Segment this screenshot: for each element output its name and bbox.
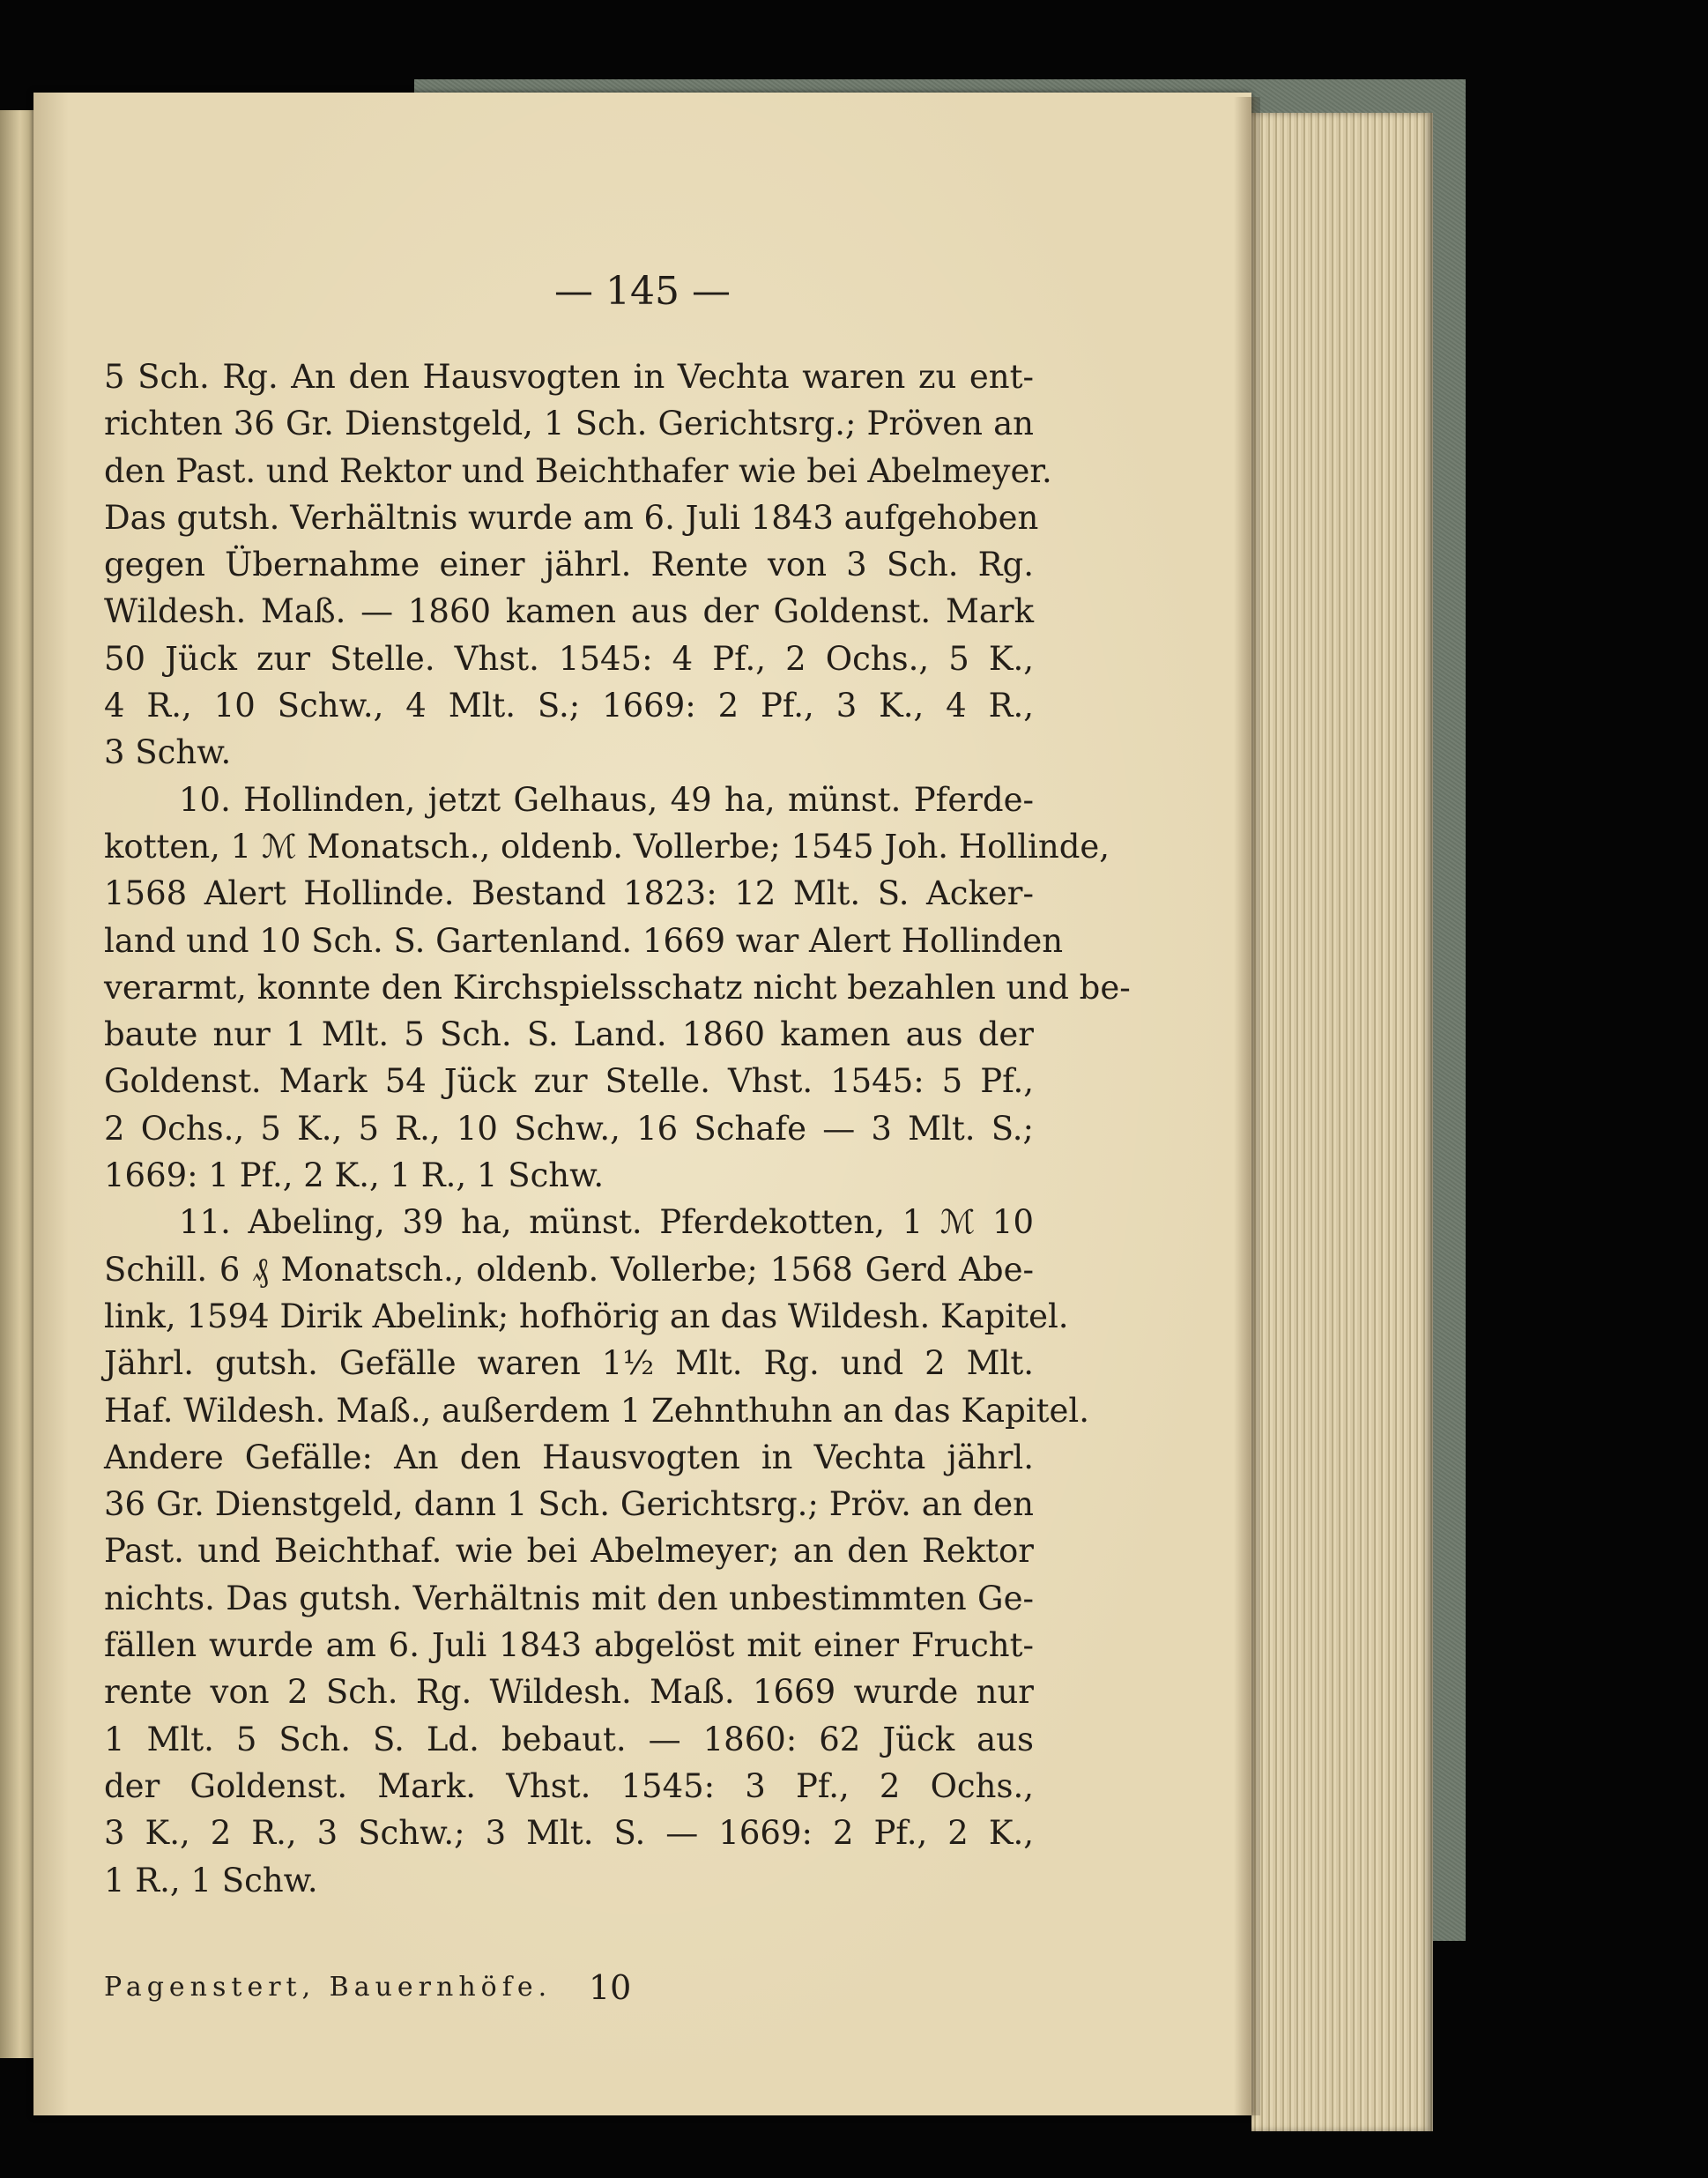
text-line: Goldenst. Mark 54 Jück zur Stelle. Vhst. 1545: 5 Pf.,: [104, 1062, 1034, 1101]
text-line: kotten, 1 ℳ Monatsch., oldenb. Vollerbe; 1545 Joh. Hollinde,: [104, 827, 1110, 866]
text-line: 1 Mlt. 5 Sch. S. Ld. bebaut. — 1860: 62 Jück aus: [104, 1720, 1034, 1758]
text-line: Andere Gefälle: An den Hausvogten in Vechta jährl.: [104, 1438, 1034, 1476]
text-line: nichts. Das gutsh. Verhältnis mit den unbestimmten Ge-: [104, 1579, 1034, 1617]
text-line: 1 R., 1 Schw.: [104, 1861, 318, 1899]
page-number: — 145 —: [554, 269, 731, 314]
text-line: 5 Sch. Rg. An den Hausvogten in Vechta waren zu ent-: [104, 358, 1034, 396]
text-line: Schill. 6 ₰ Monatsch., oldenb. Vollerbe; 1568 Gerd Abe-: [104, 1250, 1034, 1289]
text-line: den Past. und Rektor und Beichthafer wie bei Abelmeyer.: [104, 451, 1052, 490]
signature-mark: 10: [589, 1968, 632, 2007]
text-line: land und 10 Sch. S. Gartenland. 1669 war Alert Hollinden: [104, 921, 1064, 960]
text-line: Past. und Beichthaf. wie bei Abelmeyer; an den Rektor: [104, 1532, 1034, 1571]
page-block-edge: [1251, 113, 1433, 2131]
text-line: Haf. Wildesh. Maß., außerdem 1 Zehnthuhn an das Kapitel.: [104, 1391, 1089, 1430]
text-line: 3 Schw.: [104, 733, 232, 772]
text-line: 50 Jück zur Stelle. Vhst. 1545: 4 Pf., 2 Ochs., 5 K.,: [104, 639, 1034, 678]
footer-author-title: Pagenstert, Bauernhöfe.: [104, 1972, 553, 2003]
text-line: 3 K., 2 R., 3 Schw.; 3 Mlt. S. — 1669: 2 Pf., 2 K.,: [104, 1814, 1034, 1853]
page-text: [104, 353, 1131, 1904]
text-line: rente von 2 Sch. Rg. Wildesh. Maß. 1669 wurde nur: [104, 1673, 1034, 1712]
text-line: gegen Übernahme einer jährl. Rente von 3 Sch. Rg.: [104, 546, 1034, 584]
page-footer: [104, 1968, 1034, 2007]
text-line: 1669: 1 Pf., 2 K., 1 R., 1 Schw.: [104, 1156, 605, 1195]
book-page: [33, 93, 1251, 2115]
text-line: 4 R., 10 Schw., 4 Mlt. S.; 1669: 2 Pf., 3 K., 4 R.,: [104, 687, 1034, 725]
text-line: 36 Gr. Dienstgeld, dann 1 Sch. Gerichtsrg.; Pröv. an den: [104, 1485, 1034, 1524]
text-line: baute nur 1 Mlt. 5 Sch. S. Land. 1860 kamen aus der: [104, 1015, 1034, 1054]
gutter-shadow: [1234, 97, 1260, 2115]
facing-page-edge: [0, 110, 33, 2058]
text-line: 11. Abeling, 39 ha, münst. Pferdekotten, 1 ℳ 10: [179, 1203, 1034, 1242]
text-line: Wildesh. Maß. — 1860 kamen aus der Goldenst. Mark: [104, 592, 1034, 631]
text-line: 2 Ochs., 5 K., 5 R., 10 Schw., 16 Schafe — 3 Mlt. S.;: [104, 1109, 1034, 1148]
text-line: link, 1594 Dirik Abelink; hofhörig an das Wildesh. Kapitel.: [104, 1297, 1069, 1335]
text-line: Das gutsh. Verhältnis wurde am 6. Juli 1843 aufgehoben: [104, 498, 1039, 537]
text-line: fällen wurde am 6. Juli 1843 abgelöst mit einer Frucht-: [104, 1626, 1034, 1665]
text-line: richten 36 Gr. Dienstgeld, 1 Sch. Gerichtsrg.; Pröven an: [104, 405, 1034, 443]
text-line: der Goldenst. Mark. Vhst. 1545: 3 Pf., 2 Ochs.,: [104, 1766, 1034, 1805]
text-line: verarmt, konnte den Kirchspielsschatz nicht bezahlen und be-: [104, 968, 1131, 1007]
text-line: Jährl. gutsh. Gefälle waren 1½ Mlt. Rg. und 2 Mlt.: [104, 1344, 1034, 1383]
text-line: 10. Hollinden, jetzt Gelhaus, 49 ha, münst. Pferde-: [179, 780, 1034, 819]
text-line: 1568 Alert Hollinde. Bestand 1823: 12 Mlt. S. Acker-: [104, 874, 1034, 913]
